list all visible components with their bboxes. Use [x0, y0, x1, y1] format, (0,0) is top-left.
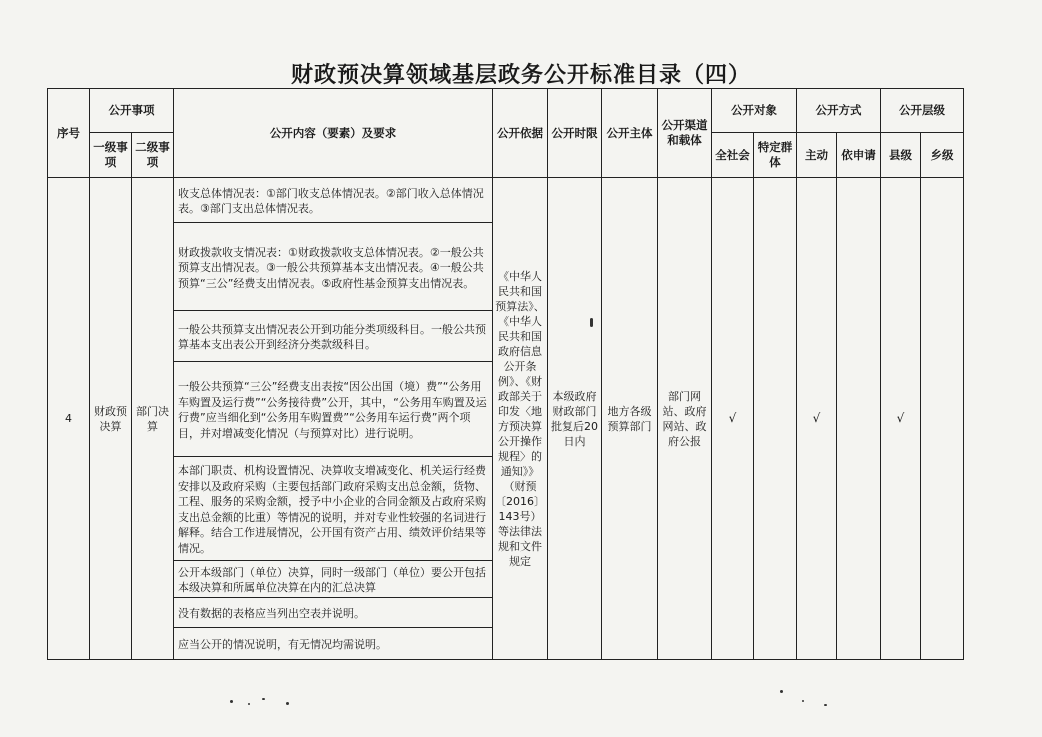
page-title: 财政预决算领域基层政务公开标准目录（四）	[290, 63, 751, 88]
header-matters: 公开事项	[90, 89, 174, 133]
row-channel: 部门网站、政府网站、政府公报	[658, 178, 712, 660]
requirement-item: 财政拨款收支情况表：①财政拨款收支总体情况表。②一般公共预算支出情况表。③一般公共预算基本支出情况表。④一般公共预算“三公”经费支出情况表。⑤政府性基金预算支出情况表。	[174, 223, 492, 311]
scan-speck	[780, 690, 783, 693]
header-channel: 公开渠道和载体	[658, 89, 712, 178]
on-request-check-mark	[837, 178, 881, 660]
header-audience: 公开对象	[712, 89, 797, 133]
header-level: 公开层级	[881, 89, 964, 133]
requirement-item: 没有数据的表格应当列出空表并说明。	[174, 598, 492, 628]
header-level1: 一级事项	[90, 133, 132, 178]
active-check-mark: √	[797, 178, 837, 660]
scan-speck	[286, 702, 289, 705]
header-level2: 二级事项	[132, 133, 174, 178]
header-county: 县级	[881, 133, 921, 178]
header-time-limit: 公开时限	[548, 89, 602, 178]
requirement-item: 本部门职责、机构设置情况、决算收支增减变化、机关运行经费安排以及政府采购（主要包括部门政府采购支出总金额，货物、工程、服务的采购金额，授予中小企业的合同金额及占政府采购支出总金额的比重）等情况的说明，并对专业性较强的名词进行解释。结合工作进展情况，公开国有资产占用、绩效评价结果等情况。	[174, 457, 492, 561]
scan-speck	[802, 700, 804, 702]
header-method: 公开方式	[797, 89, 881, 133]
scan-speck	[262, 698, 265, 700]
township-check-mark	[921, 178, 964, 660]
society-check-mark: √	[712, 178, 754, 660]
requirement-item: 一般公共预算“三公”经费支出表按“因公出国（境）费”“公务用车购置及运行费”“公务接待费”公开，其中，“公务用车购置及运行费”应当细化到“公务用车购置费”“公务用车运行费”两个项目，并对增减变化情况（与预算对比）进行说明。	[174, 362, 492, 457]
header-basis: 公开依据	[493, 89, 548, 178]
requirement-item: 一般公共预算支出情况表公开到功能分类项级科目。一般公共预算基本支出表公开到经济分类款级科目。	[174, 311, 492, 362]
row-subject: 地方各级预算部门	[602, 178, 658, 660]
requirement-item: 应当公开的情况说明，有无情况均需说明。	[178, 637, 387, 651]
scan-speck	[230, 700, 233, 703]
header-content: 公开内容（要素）及要求	[174, 89, 493, 178]
scan-speck	[824, 704, 827, 706]
scan-speck	[590, 318, 593, 327]
requirement-item: 收支总体情况表：①部门收支总体情况表。②部门收入总体情况表。③部门支出总体情况表。	[174, 178, 492, 223]
row-seq: 4	[48, 178, 90, 660]
header-township: 乡级	[921, 133, 964, 178]
header-on-request: 依申请	[837, 133, 881, 178]
requirement-item: 公开本级部门（单位）决算，同时一级部门（单位）要公开包括本级决算和所属单位决算在内的汇总决算	[174, 561, 492, 598]
scan-speck	[248, 703, 250, 705]
row-basis: 《中华人民共和国预算法》、《中华人民共和国政府信息公开条例》、《财政部关于印发〈地方预决算公开操作规程〉的通知》》（财预〔2016〕143号）等法律法规和文件规定	[493, 178, 548, 660]
requirements-cell	[174, 178, 493, 660]
county-check-mark: √	[881, 178, 921, 660]
catalog-table	[47, 88, 964, 660]
row-level2: 部门决算	[132, 178, 174, 660]
header-society: 全社会	[712, 133, 754, 178]
header-subject: 公开主体	[602, 89, 658, 178]
specific-check-mark	[754, 178, 797, 660]
header-specific: 特定群体	[754, 133, 797, 178]
header-seq: 序号	[48, 89, 90, 178]
header-active: 主动	[797, 133, 837, 178]
row-level1: 财政预决算	[90, 178, 132, 660]
row-time-limit: 本级政府财政部门批复后20日内	[548, 178, 602, 660]
